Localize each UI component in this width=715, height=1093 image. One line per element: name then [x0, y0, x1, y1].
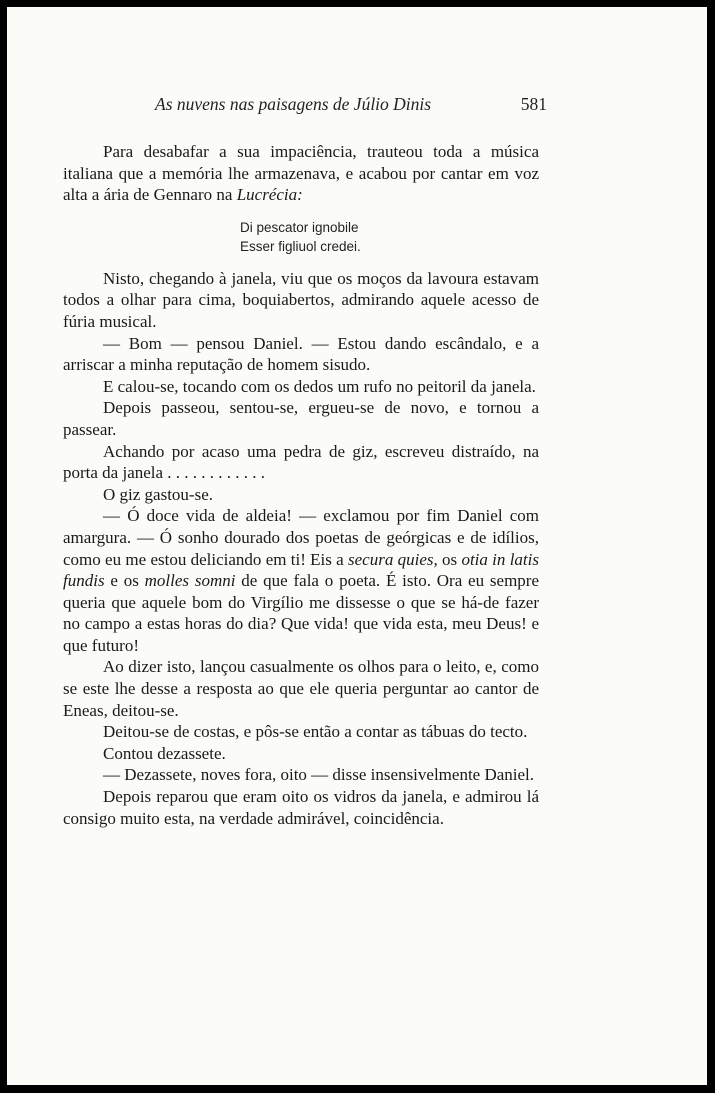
- paragraph-11: Contou dezassete.: [103, 743, 226, 763]
- verse-quote: [240, 218, 539, 256]
- page-number: 581: [520, 94, 547, 114]
- book-page: [7, 7, 707, 1085]
- paragraph-2: Nisto, chegando à janela, viu que os moços da lavoura estavam todos a olhar para cima, boquiabertos, admirando aquele acesso de fúria musical.: [63, 268, 539, 331]
- paragraph-5: Depois passeou, sentou-se, ergueu-se de novo, e tornou a passear.: [63, 398, 539, 439]
- paragraph-13: Depois reparou que eram oito os vidros da janela, e admirou lá consigo muito esta, na verdade admirável, coincidência.: [63, 787, 539, 828]
- paragraph-3: — Bom — pensou Daniel. — Estou dando escândalo, e a arriscar a minha reputação de homem sisudo.: [63, 333, 539, 375]
- verse-line: Di pescator ignobile: [240, 219, 359, 235]
- paragraph-1: Para desabafar a sua impaciência, trauteou toda a música italiana que a memória lhe armazenava, e acabou por cantar em voz alta a ária de Gennaro na Lucrécia:: [63, 142, 539, 205]
- running-head: [155, 94, 547, 115]
- paragraph-12: — Dezassete, noves fora, oito — disse insensivelmente Daniel.: [103, 765, 535, 785]
- paragraph-9: Ao dizer isto, lançou casualmente os olhos para o leito, e, como se este lhe desse a resposta ao que ele queria perguntar ao cantor de Eneas, deitou-se.: [63, 657, 539, 720]
- italic-title: Lucrécia:: [236, 185, 303, 205]
- paragraph-7: O giz gastou-se.: [103, 484, 214, 504]
- verse-line: Esser figliuol credei.: [240, 238, 361, 254]
- paragraph-6: Achando por acaso uma pedra de giz, escreveu distraído, na porta da janela . . . . . . . . . . . .: [63, 441, 539, 483]
- running-head-title: As nuvens nas paisagens de Júlio Dinis: [155, 94, 432, 114]
- paragraph-8: — Ó doce vida de aldeia! — exclamou por fim Daniel com amargura. — Ó sonho dourado dos poetas de geórgicas e de idílios, como eu me estou deliciando em ti! Eis a secura quies, os otia in latis fundis e os molles somni de que fala o poeta. É isto. Ora eu sempre queria que aquele bom do Virgílio me dissesse o que se há-de fazer no campo a estas horas do dia? Que vida! que vida esta, meu Deus! e que futuro!: [63, 506, 539, 655]
- paragraph-4: E calou-se, tocando com os dedos um rufo no peitoril da janela.: [103, 376, 536, 396]
- body-text: [63, 141, 539, 829]
- paragraph-10: Deitou-se de costas, e pôs-se então a contar as tábuas do tecto.: [103, 722, 528, 742]
